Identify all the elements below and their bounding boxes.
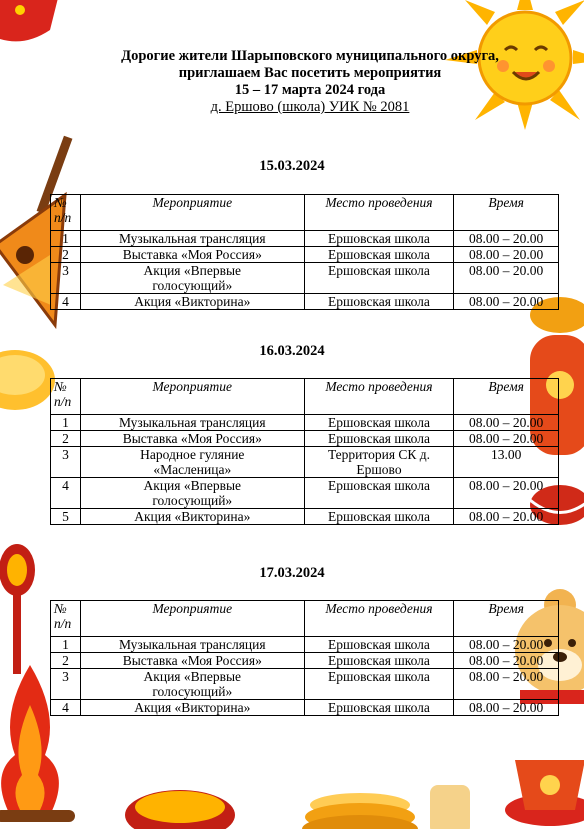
date-heading: 16.03.2024 xyxy=(259,343,325,359)
col-num-header: № п/п xyxy=(51,195,81,231)
red-hat-illustration xyxy=(0,0,60,50)
schedule-table xyxy=(50,194,559,310)
header-line-3: 15 – 17 марта 2024 года xyxy=(234,82,386,98)
table-row: 1 Музыкальная трансляция Ершовская школа 08.00 – 20.00 xyxy=(51,231,559,247)
table-header-row: № п/п Мероприятие Место проведения Время xyxy=(51,379,559,415)
date-heading: 17.03.2024 xyxy=(259,565,325,581)
table-row: 5 Акция «Викторина» Ершовская школа 08.00 – 20.00 xyxy=(51,509,559,525)
table-header-row: № п/п Мероприятие Место проведения Время xyxy=(51,601,559,637)
col-place-header: Место проведения xyxy=(304,195,454,231)
table-row: 3 Акция «Впервые голосующий» Ершовская школа 08.00 – 20.00 xyxy=(51,263,559,294)
table-row: 4 Акция «Впервые голосующий» Ершовская школа 08.00 – 20.00 xyxy=(51,478,559,509)
table-row: 3 Акция «Впервые голосующий» Ершовская школа 08.00 – 20.00 xyxy=(51,669,559,700)
header-line-2: приглашаем Вас посетить мероприятия xyxy=(178,65,442,81)
table-row: 2 Выставка «Моя Россия» Ершовская школа 08.00 – 20.00 xyxy=(51,431,559,447)
table-header-row xyxy=(51,195,559,231)
table-row: 2 Выставка «Моя Россия» Ершовская школа 08.00 – 20.00 xyxy=(51,653,559,669)
col-time-header: Время xyxy=(454,195,559,231)
schedule-table xyxy=(50,600,559,716)
table-row: 4 Акция «Викторина» Ершовская школа 08.00 – 20.00 xyxy=(51,700,559,716)
table-row: 1 Музыкальная трансляция Ершовская школа 08.00 – 20.00 xyxy=(51,637,559,653)
date-heading: 15.03.2024 xyxy=(259,158,325,174)
teacup-illustration xyxy=(505,720,584,829)
bottom-pancake-stack-illustration xyxy=(120,745,480,829)
invitation-header xyxy=(70,48,550,116)
header-location: д. Ершово (школа) УИК № 2081 xyxy=(210,99,410,115)
header-line-1: Дорогие жители Шарыповского муниципального округа, xyxy=(121,48,499,64)
col-event-header: Мероприятие xyxy=(80,195,304,231)
table-row: 1 Музыкальная трансляция Ершовская школа 08.00 – 20.00 xyxy=(51,415,559,431)
table-row: 4 Акция «Викторина» Ершовская школа 08.00 – 20.00 xyxy=(51,294,559,310)
schedule-table xyxy=(50,378,559,525)
table-row: 3 Народное гуляние «Масленица» Территория СК д. Ершово 13.00 xyxy=(51,447,559,478)
table-row: 2 Выставка «Моя Россия» Ершовская школа 08.00 – 20.00 xyxy=(51,247,559,263)
